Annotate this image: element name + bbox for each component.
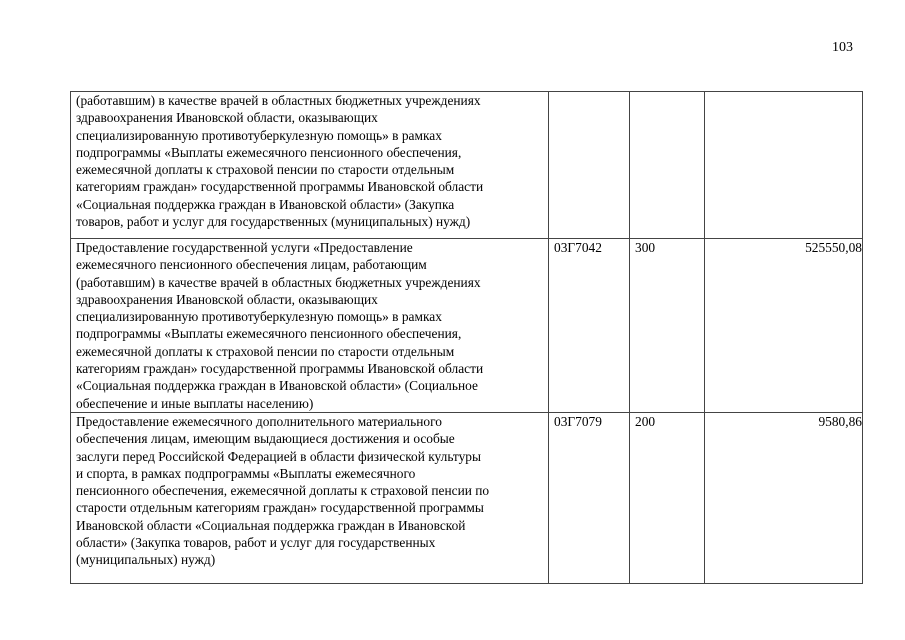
row-expense-type: 300 <box>630 239 705 413</box>
row-amount <box>705 92 863 239</box>
row-amount: 9580,86 <box>705 412 863 583</box>
row-description: Предоставление ежемесячного дополнительного материального обеспечения лицам, имеющим выдающиеся достижения и особые заслуги перед Российской Федерацией в области физической культуры и спорта, в рамках подпрограммы «Выплаты ежемесячного пенсионного обеспечения, ежемесячной доплаты к страховой пенсии по старости отдельным категориям граждан» государственной программы Ивановской области «Социальная поддержка граждан в Ивановской области» (Закупка товаров, работ и услуг для государственных (муниципальных) нужд) <box>71 412 549 583</box>
budget-table <box>70 91 863 584</box>
table-row <box>71 239 863 413</box>
page-number: 103 <box>832 40 853 55</box>
row-target-code: 03Г7042 <box>549 239 630 413</box>
row-target-code: 03Г7079 <box>549 412 630 583</box>
row-amount: 525550,08 <box>705 239 863 413</box>
row-target-code <box>549 92 630 239</box>
row-expense-type <box>630 92 705 239</box>
row-description: (работавшим) в качестве врачей в областных бюджетных учреждениях здравоохранения Ивановской области, оказывающих специализированную противотуберкулезную помощь» в рамках подпрограммы «Выплаты ежемесячного пенсионного обеспечения, ежемесячной доплаты к страховой пенсии по старости отдельным категориям граждан» государственной программы Ивановской области «Социальная поддержка граждан в Ивановской области» (Закупка товаров, работ и услуг для государственных (муниципальных) нужд) <box>71 92 549 239</box>
row-expense-type: 200 <box>630 412 705 583</box>
row-description: Предоставление государственной услуги «Предоставление ежемесячного пенсионного обеспечения лицам, работающим (работавшим) в качестве врачей в областных бюджетных учреждениях здравоохранения Ивановской области, оказывающих специализированную противотуберкулезную помощь» в рамках подпрограммы «Выплаты ежемесячного пенсионного обеспечения, ежемесячной доплаты к страховой пенсии по старости отдельным категориям граждан» государственной программы Ивановской области «Социальная поддержка граждан в Ивановской области» (Социальное обеспечение и иные выплаты населению) <box>71 239 549 413</box>
table-row <box>71 412 863 583</box>
table-row <box>71 92 863 239</box>
